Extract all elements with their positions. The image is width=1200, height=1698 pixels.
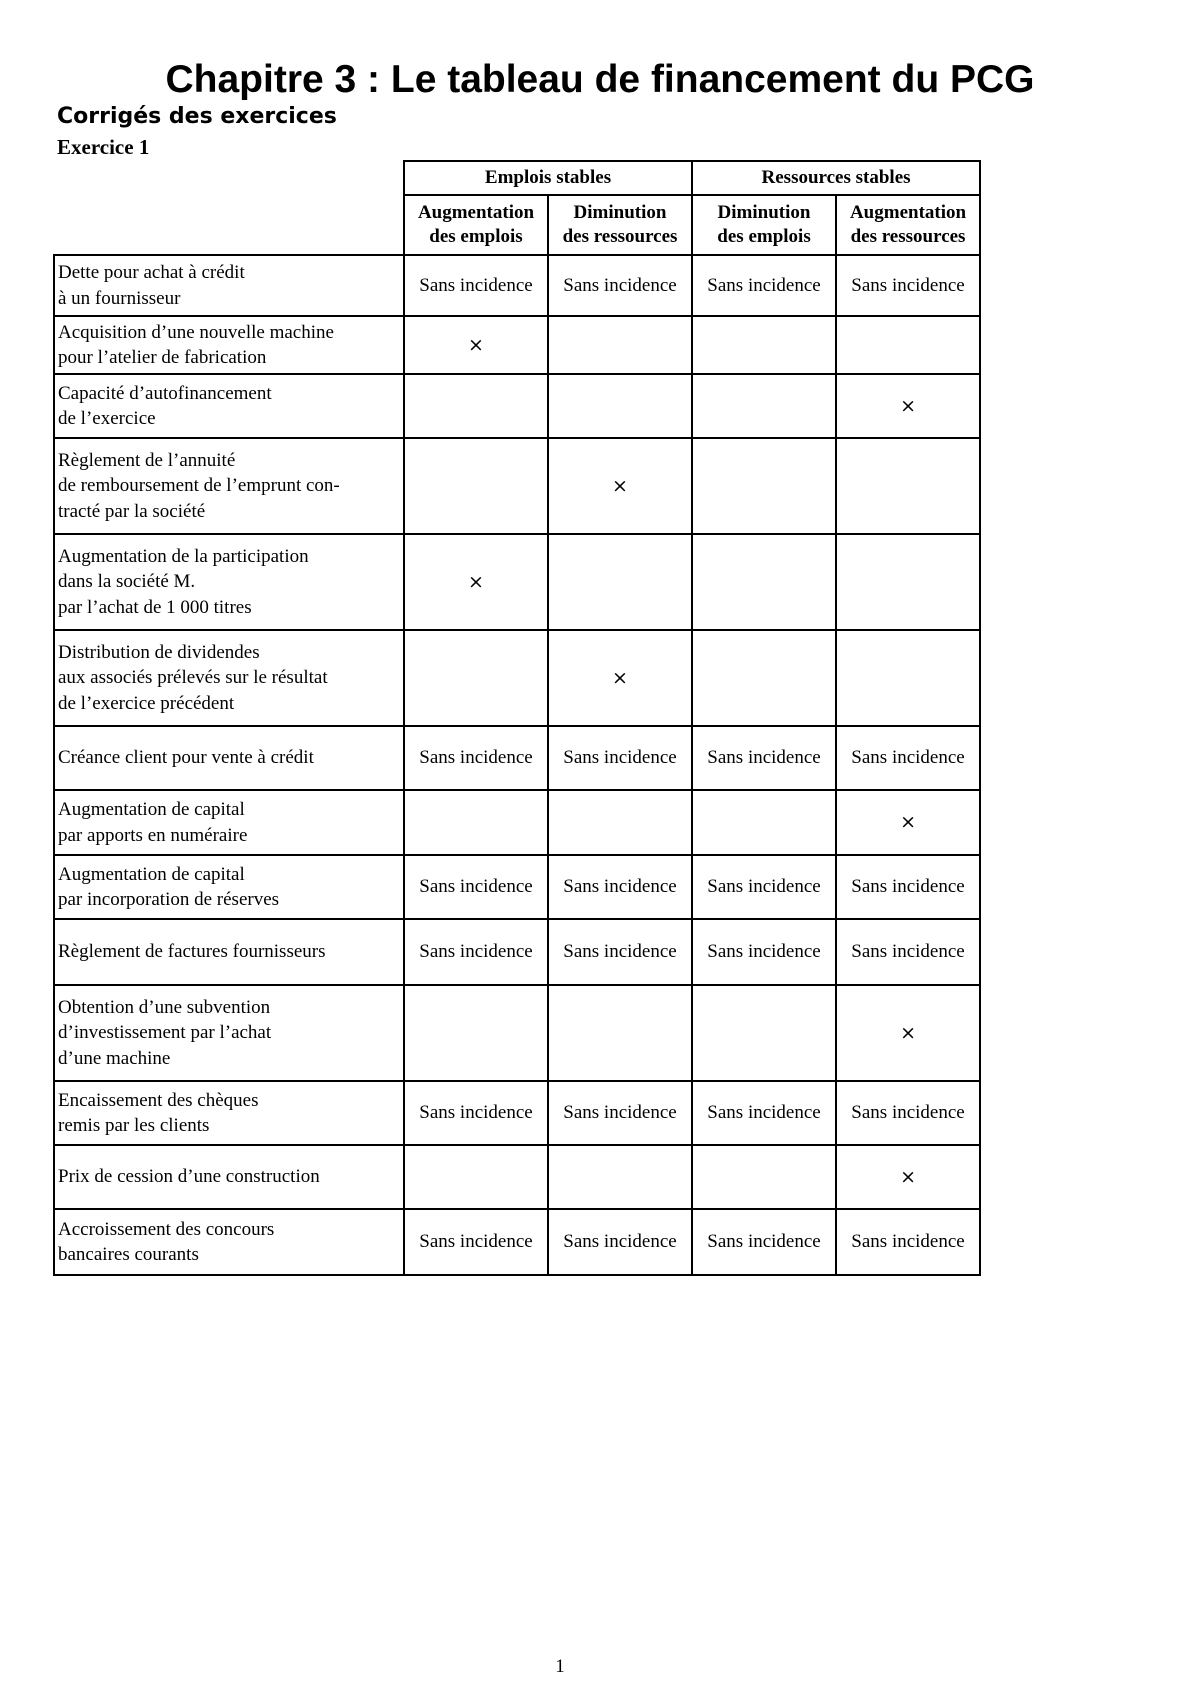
sans-incidence-cell: Sans incidence xyxy=(692,726,836,790)
column-header-diminution-ressources xyxy=(548,195,692,255)
row-label-line: Obtention d’une subvention xyxy=(58,996,271,1018)
cross-mark: × xyxy=(468,570,484,593)
empty-cell xyxy=(836,316,980,374)
sans-incidence-cell: Sans incidence xyxy=(548,255,692,316)
column-header-line: Diminution xyxy=(573,202,667,223)
empty-cell xyxy=(404,790,548,855)
row-label-line: Augmentation de capital xyxy=(58,863,245,885)
cross-mark: × xyxy=(612,474,628,497)
sans-incidence-cell: Sans incidence xyxy=(836,855,980,919)
column-header-augmentation-emplois xyxy=(404,195,548,255)
row-label xyxy=(54,855,404,919)
sans-incidence-cell: Sans incidence xyxy=(548,855,692,919)
cross-mark: × xyxy=(900,1165,916,1188)
row-label-line: dans la société M. xyxy=(58,571,196,593)
cross-mark: × xyxy=(900,1021,916,1044)
empty-cell xyxy=(548,985,692,1081)
row-label-line: Acquisition d’une nouvelle machine xyxy=(58,321,334,343)
row-label-line: pour l’atelier de fabrication xyxy=(58,347,267,368)
table-row xyxy=(54,438,980,534)
cross-mark-cell xyxy=(836,374,980,438)
corner-blank-cell xyxy=(54,161,404,195)
row-label xyxy=(54,1081,404,1145)
column-header-diminution-emplois xyxy=(692,195,836,255)
corner-blank-cell xyxy=(54,195,404,255)
table-row xyxy=(54,855,980,919)
sans-incidence-cell: Sans incidence xyxy=(836,1209,980,1275)
column-header-row xyxy=(54,195,980,255)
table-row xyxy=(54,255,980,316)
row-label xyxy=(54,1145,404,1209)
row-label-line: Encaissement des chèques xyxy=(58,1089,259,1111)
sans-incidence-cell: Sans incidence xyxy=(692,919,836,985)
sans-incidence-cell: Sans incidence xyxy=(404,255,548,316)
column-header-line: des ressources xyxy=(850,226,966,247)
empty-cell xyxy=(404,630,548,726)
column-header-line: des emplois xyxy=(429,226,523,247)
sans-incidence-cell: Sans incidence xyxy=(692,1209,836,1275)
group-header-row xyxy=(54,161,980,195)
empty-cell xyxy=(692,790,836,855)
table-body xyxy=(54,255,980,1275)
column-header-line: Diminution xyxy=(717,202,811,223)
table-row xyxy=(54,534,980,630)
row-label-line: Règlement de factures fournisseurs xyxy=(58,941,326,963)
row-label xyxy=(54,919,404,985)
table-row xyxy=(54,316,980,374)
cross-mark-cell xyxy=(836,985,980,1081)
group-header-emplois: Emplois stables xyxy=(404,161,692,195)
sans-incidence-cell: Sans incidence xyxy=(692,855,836,919)
row-label-line: aux associés prélevés sur le résultat xyxy=(58,667,328,689)
empty-cell xyxy=(692,374,836,438)
table-row xyxy=(54,374,980,438)
sans-incidence-cell: Sans incidence xyxy=(404,1209,548,1275)
empty-cell xyxy=(692,985,836,1081)
row-label xyxy=(54,255,404,316)
empty-cell xyxy=(836,534,980,630)
table-row xyxy=(54,985,980,1081)
sans-incidence-cell: Sans incidence xyxy=(548,726,692,790)
sans-incidence-cell: Sans incidence xyxy=(548,919,692,985)
table-row xyxy=(54,1145,980,1209)
row-label-line: d’investissement par l’achat xyxy=(58,1022,272,1044)
cross-mark-cell xyxy=(836,790,980,855)
cross-mark-cell xyxy=(404,316,548,374)
table-row xyxy=(54,1209,980,1275)
table-row xyxy=(54,726,980,790)
cross-mark: × xyxy=(900,811,916,833)
row-label-line: par apports en numéraire xyxy=(58,824,248,846)
row-label-line: Distribution de dividendes xyxy=(58,641,260,663)
cross-mark: × xyxy=(612,666,628,689)
row-label-line: de l’exercice xyxy=(58,408,156,429)
sans-incidence-cell: Sans incidence xyxy=(404,1081,548,1145)
page-title: Chapitre 3 : Le tableau de financement du PCG xyxy=(165,58,1035,101)
cross-mark-cell xyxy=(836,1145,980,1209)
row-label xyxy=(54,630,404,726)
sans-incidence-cell: Sans incidence xyxy=(404,855,548,919)
row-label-line: par l’achat de 1 000 titres xyxy=(58,596,252,618)
row-label-line: d’une machine xyxy=(58,1047,171,1069)
empty-cell xyxy=(692,630,836,726)
column-header-augmentation-ressources xyxy=(836,195,980,255)
row-label-line: Créance client pour vente à crédit xyxy=(58,747,314,769)
sans-incidence-cell: Sans incidence xyxy=(548,1209,692,1275)
sans-incidence-cell: Sans incidence xyxy=(836,1081,980,1145)
column-header-line: des ressources xyxy=(562,226,678,247)
row-label xyxy=(54,316,404,374)
exercise-title: Exercice 1 xyxy=(57,135,150,159)
cross-mark-cell xyxy=(548,630,692,726)
table-row xyxy=(54,919,980,985)
row-label-line: par incorporation de réserves xyxy=(58,889,280,910)
table-row xyxy=(54,790,980,855)
column-header-line: Augmentation xyxy=(417,202,535,223)
sans-incidence-cell: Sans incidence xyxy=(692,255,836,316)
empty-cell xyxy=(836,630,980,726)
sans-incidence-cell: Sans incidence xyxy=(692,1081,836,1145)
financing-table xyxy=(53,160,981,1276)
row-label-line: Augmentation de capital xyxy=(58,799,245,820)
empty-cell xyxy=(404,985,548,1081)
row-label-line: bancaires courants xyxy=(58,1244,199,1265)
sans-incidence-cell: Sans incidence xyxy=(836,726,980,790)
row-label-line: Dette pour achat à crédit xyxy=(58,262,245,283)
empty-cell xyxy=(404,1145,548,1209)
cross-mark: × xyxy=(900,394,916,417)
row-label-line: Augmentation de la participation xyxy=(58,545,309,567)
empty-cell xyxy=(548,790,692,855)
row-label-line: remis par les clients xyxy=(58,1115,210,1136)
sans-incidence-cell: Sans incidence xyxy=(836,255,980,316)
row-label-line: de remboursement de l’emprunt con- xyxy=(58,475,340,497)
empty-cell xyxy=(692,438,836,534)
empty-cell xyxy=(548,374,692,438)
table-row xyxy=(54,1081,980,1145)
row-label xyxy=(54,985,404,1081)
table-row xyxy=(54,630,980,726)
row-label-line: tracté par la société xyxy=(58,500,206,522)
column-header-line: des emplois xyxy=(717,226,811,247)
empty-cell xyxy=(548,1145,692,1209)
row-label xyxy=(54,726,404,790)
row-label xyxy=(54,438,404,534)
cross-mark-cell xyxy=(548,438,692,534)
row-label xyxy=(54,534,404,630)
empty-cell xyxy=(548,534,692,630)
row-label-line: Accroissement des concours xyxy=(58,1218,275,1240)
section-subtitle: Corrigés des exercices xyxy=(57,104,337,129)
empty-cell xyxy=(692,316,836,374)
empty-cell xyxy=(404,374,548,438)
page-number: 1 xyxy=(555,1656,565,1677)
empty-cell xyxy=(836,438,980,534)
empty-cell xyxy=(692,534,836,630)
row-label-line: Prix de cession d’une construction xyxy=(58,1166,320,1188)
row-label-line: Règlement de l’annuité xyxy=(58,449,236,471)
cross-mark: × xyxy=(468,333,484,356)
cross-mark-cell xyxy=(404,534,548,630)
row-label xyxy=(54,374,404,438)
row-label xyxy=(54,1209,404,1275)
row-label xyxy=(54,790,404,855)
row-label-line: à un fournisseur xyxy=(58,287,181,309)
empty-cell xyxy=(548,316,692,374)
row-label-line: de l’exercice précédent xyxy=(58,692,235,714)
sans-incidence-cell: Sans incidence xyxy=(404,726,548,790)
group-header-ressources: Ressources stables xyxy=(692,161,980,195)
empty-cell xyxy=(692,1145,836,1209)
sans-incidence-cell: Sans incidence xyxy=(404,919,548,985)
column-header-line: Augmentation xyxy=(849,202,967,223)
empty-cell xyxy=(404,438,548,534)
sans-incidence-cell: Sans incidence xyxy=(548,1081,692,1145)
sans-incidence-cell: Sans incidence xyxy=(836,919,980,985)
row-label-line: Capacité d’autofinancement xyxy=(58,382,272,404)
